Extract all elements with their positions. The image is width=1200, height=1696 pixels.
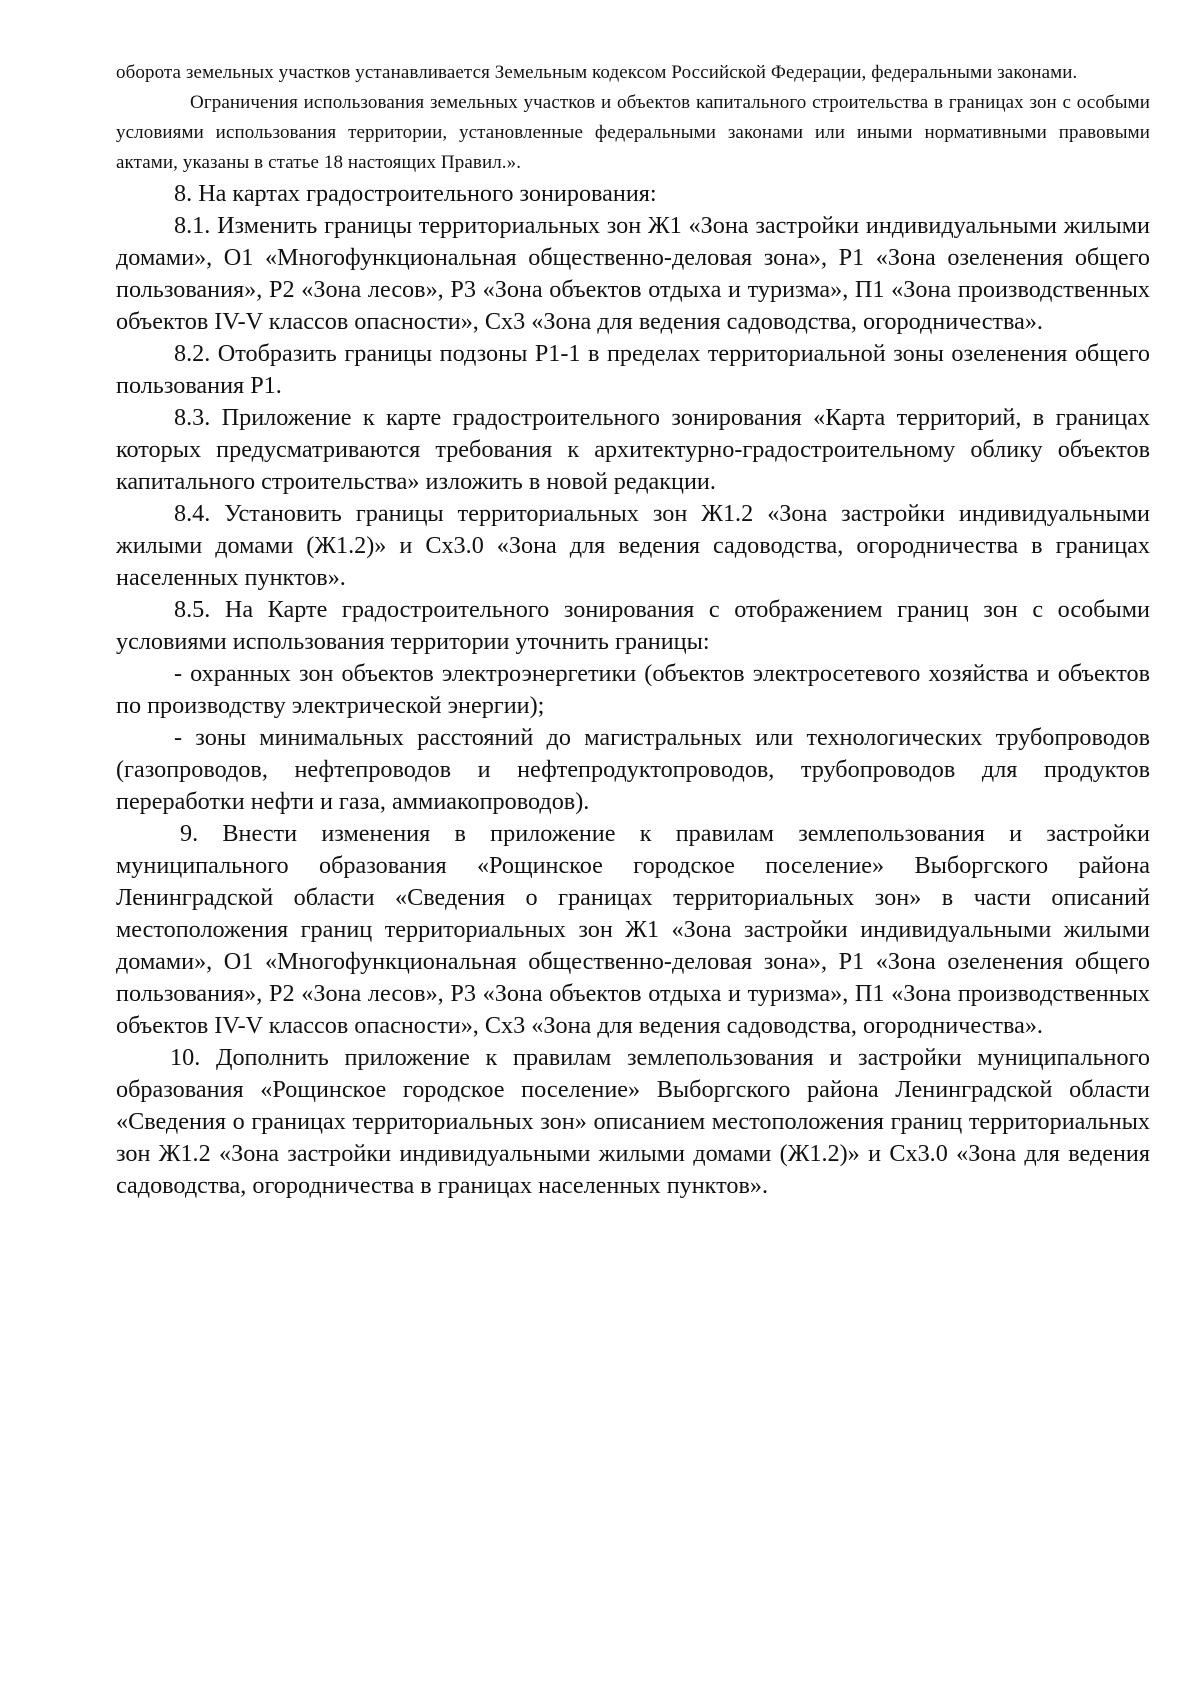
- paragraph-item-8-3: 8.3. Приложение к карте градостроительного зонирования «Карта территорий, в границах которых предусматриваются требования к архитектурно-градостроительному облику объектов капитального строительства» изложить в новой редакции.: [116, 404, 1150, 495]
- paragraph-item-10: 10. Дополнить приложение к правилам землепользования и застройки муниципального образования «Рощинское городское поселение» Выборгского района Ленинградской области «Сведения о границах территориальных зон» описанием местоположения границ территориальных зон Ж1.2 «Зона застройки индивидуальными жилыми домами (Ж1.2)» и Сх3.0 «Зона для ведения садоводства, огородничества в границах населенных пунктов».: [116, 1044, 1150, 1199]
- document-page: [116, 58, 1150, 1202]
- paragraph-restrictions: Ограничения использования земельных участков и объектов капитального строительства в границах зон с особыми условиями использования территории, установленные федеральными законами или иными нормативными правовыми актами, указаны в статье 18 настоящих Правил.».: [116, 92, 1150, 173]
- paragraph-item-8-5-bullet-a: - охранных зон объектов электроэнергетики (объектов электросетевого хозяйства и объектов по производству электрической энергии);: [116, 660, 1150, 719]
- paragraph-item-9: 9. Внести изменения в приложение к правилам землепользования и застройки муниципального образования «Рощинское городское поселение» Выборгского района Ленинградской области «Сведения о границах территориальных зон» в части описаний местоположения границ территориальных зон Ж1 «Зона застройки индивидуальными жилыми домами», О1 «Многофункциональная общественно-деловая зона», Р1 «Зона озеленения общего пользования», Р2 «Зона лесов», Р3 «Зона объектов отдыха и туризма», П1 «Зона производственных объектов IV-V классов опасности», Сх3 «Зона для ведения садоводства, огородничества».: [116, 820, 1150, 1039]
- paragraph-item-8-1: 8.1. Изменить границы территориальных зон Ж1 «Зона застройки индивидуальными жилыми домами», О1 «Многофункциональная общественно-деловая зона», Р1 «Зона озеленения общего пользования», Р2 «Зона лесов», Р3 «Зона объектов отдыха и туризма», П1 «Зона производственных объектов IV-V классов опасности», Сх3 «Зона для ведения садоводства, огородничества».: [116, 212, 1150, 335]
- paragraph-item-8: 8. На картах градостроительного зонирования:: [174, 180, 657, 207]
- paragraph-item-8-2: 8.2. Отобразить границы подзоны Р1-1 в пределах территориальной зоны озеленения общего пользования Р1.: [116, 340, 1150, 399]
- paragraph-item-8-5-bullet-b: - зоны минимальных расстояний до магистральных или технологических трубопроводов (газопроводов, нефтепроводов и нефтепродуктопроводов, трубопроводов для продуктов переработки нефти и газа, аммиакопроводов).: [116, 724, 1150, 815]
- paragraph-item-8-5: 8.5. На Карте градостроительного зонирования с отображением границ зон с особыми условиями использования территории уточнить границы:: [116, 596, 1150, 655]
- paragraph-item-8-4: 8.4. Установить границы территориальных зон Ж1.2 «Зона застройки индивидуальными жилыми домами (Ж1.2)» и Сх3.0 «Зона для ведения садоводства, огородничества в границах населенных пунктов».: [116, 500, 1150, 591]
- paragraph-intro-continuation: оборота земельных участков устанавливается Земельным кодексом Российской Федерации, федеральными законами.: [116, 62, 1078, 83]
